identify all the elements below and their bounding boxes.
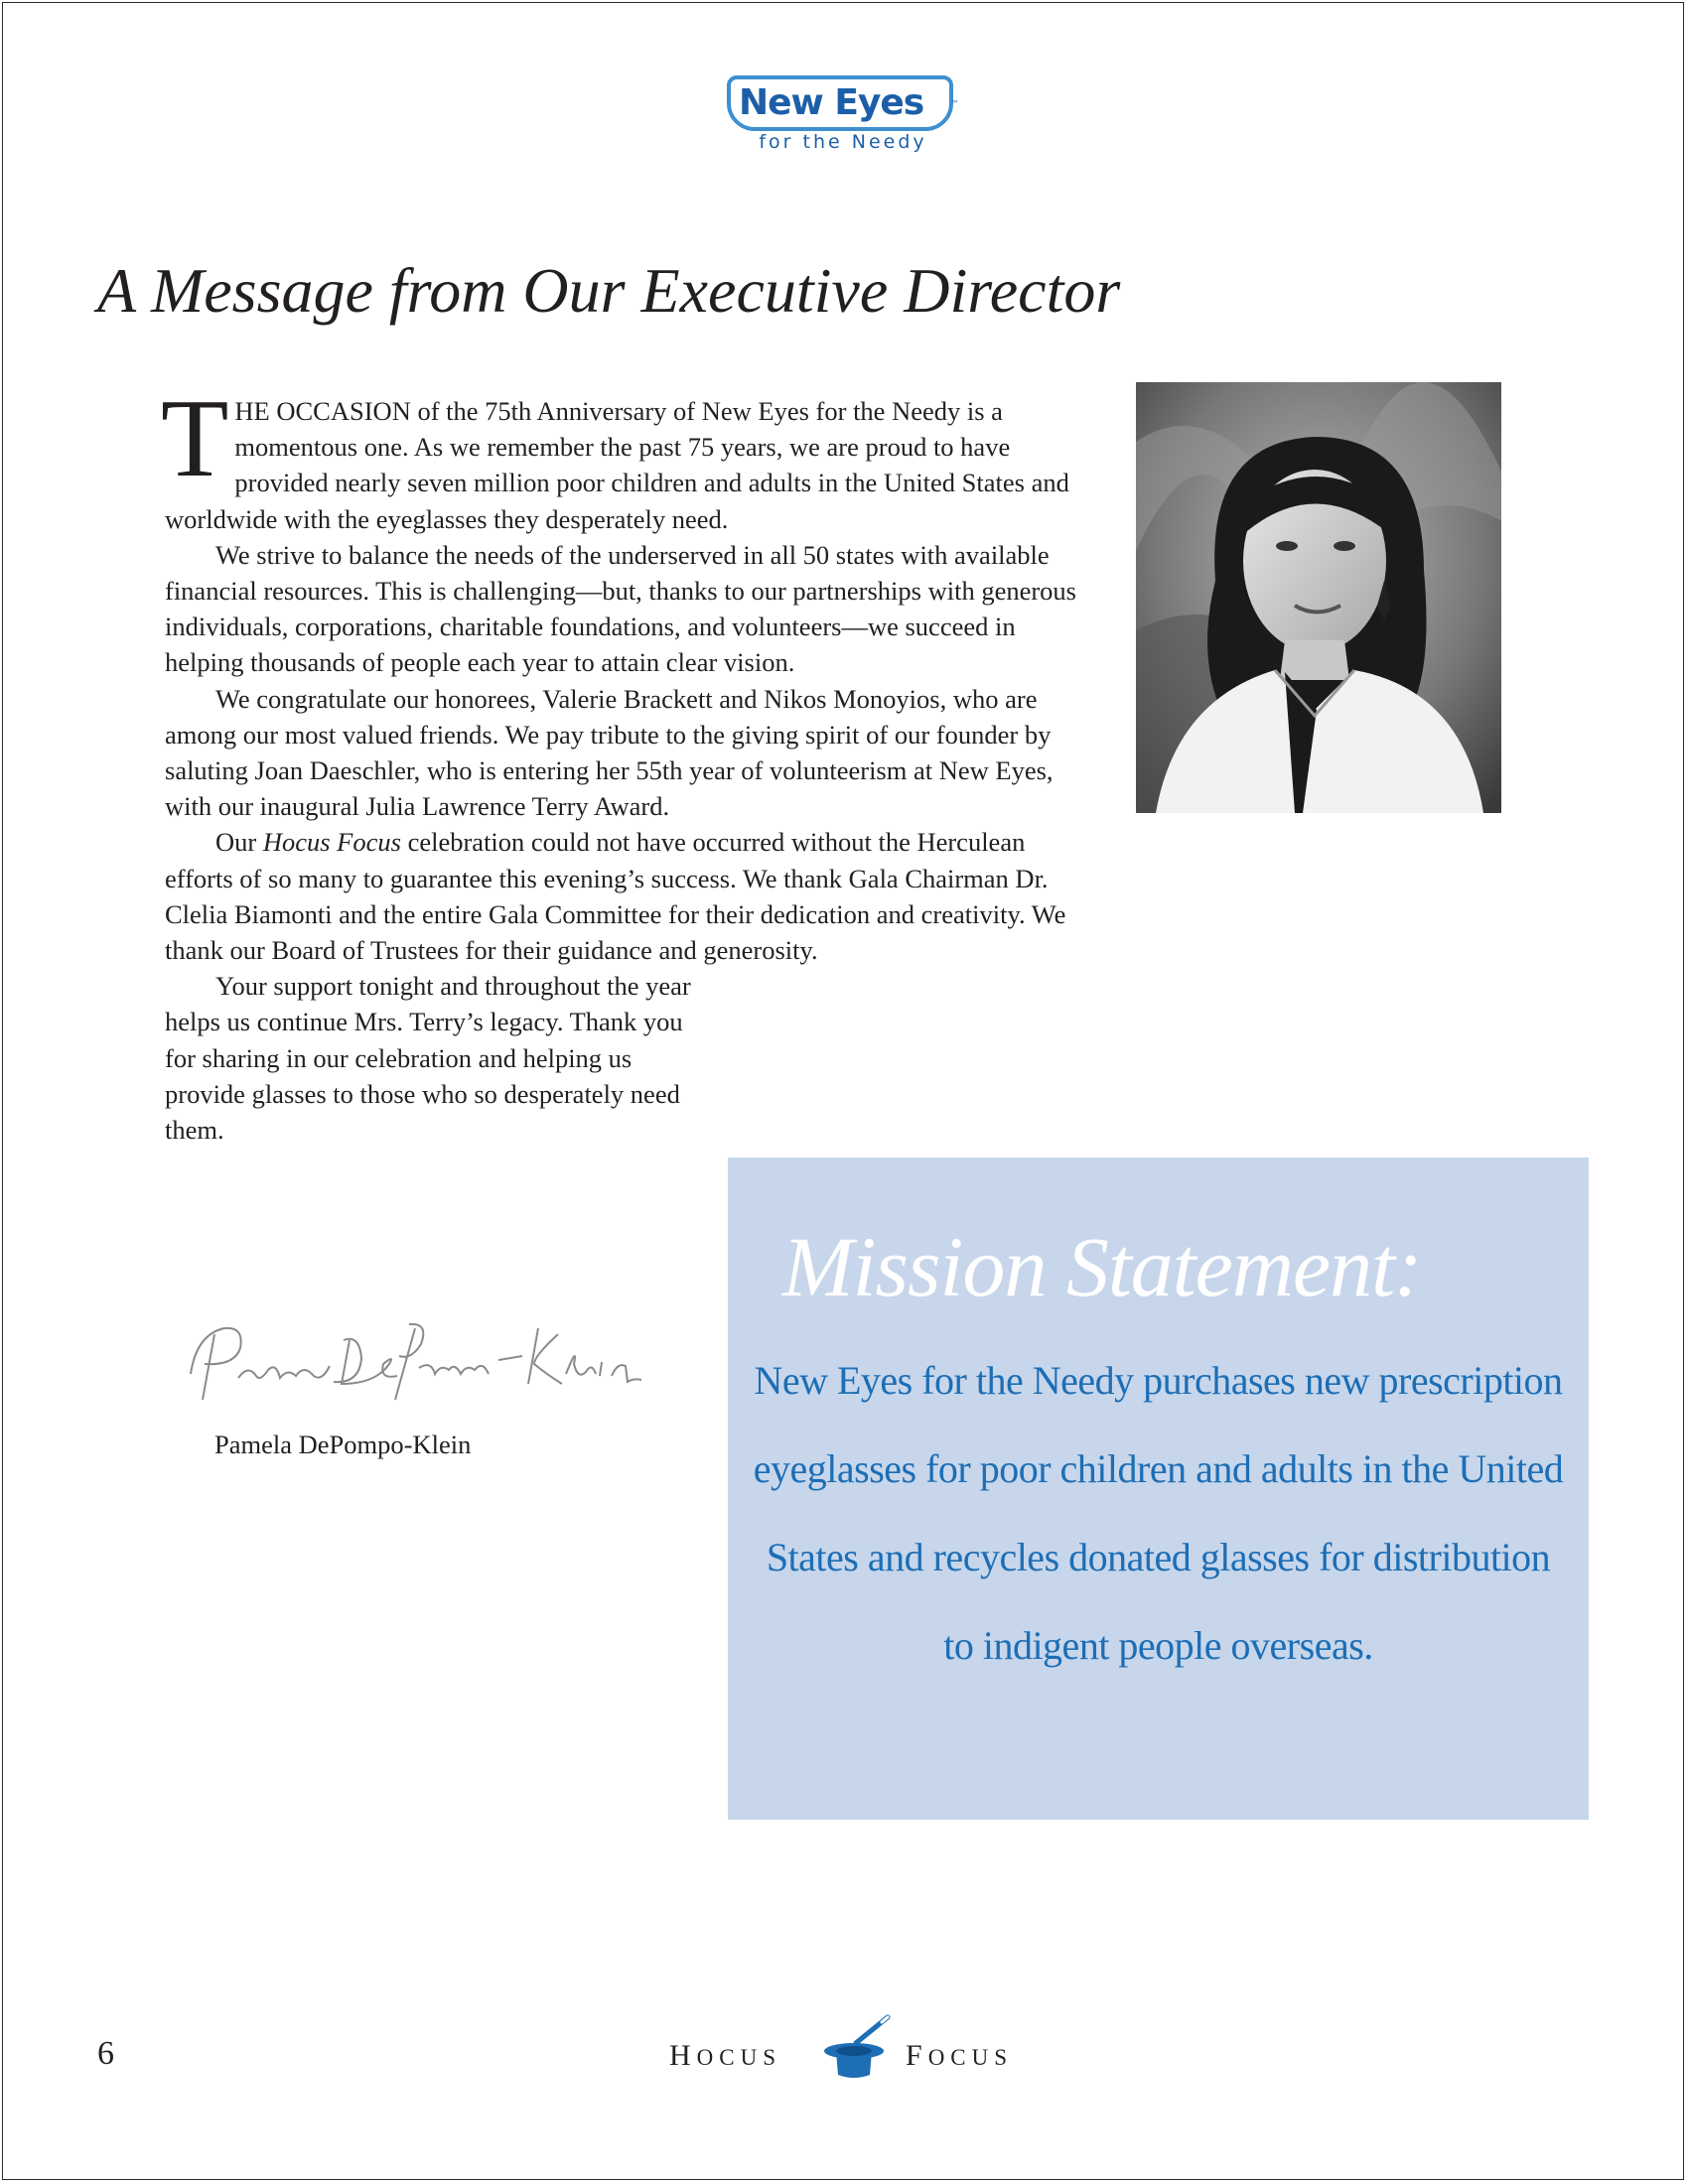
letter-paragraph-3: We congratulate our honorees, Valerie Brackett and Nikos Monoyios, who are among our most valued friends. We pay tribute to the giving spirit of our founder by saluting Joan Daeschler, who is entering her 55th year of volunteerism at New Eyes, with our inaugural Julia Lawrence Terry Award. xyxy=(165,683,1054,822)
logo-trademark: ™ xyxy=(951,99,959,108)
mission-title: Mission Statement: xyxy=(782,1219,1422,1314)
letter-paragraph-4 xyxy=(165,824,1094,968)
director-portrait xyxy=(1136,382,1501,813)
letter-paragraph-2: We strive to balance the needs of the underserved in all 50 states with available financial resources. This is challenging—but, thanks to our partnerships with generous individuals, corporations, charitable foundations, and volunteers—we succeed in helping thousands of people each year to attain clear vision. xyxy=(165,539,1076,678)
logo-subtitle: for the Needy xyxy=(759,131,927,153)
focus-initial: F xyxy=(906,2039,928,2072)
focus-rest: OCUS xyxy=(927,2045,1014,2070)
mission-statement-box xyxy=(728,1158,1589,1820)
page-title: A Message from Our Executive Director xyxy=(97,255,1121,326)
paragraph-1-text: HE OCCASION of the 75th Anniversary of New Eyes for the Needy is a momentous one. As we remember the past 75 years, we are proud to have provided nearly seven million poor children and adults in the United States and worldwide with the eyeglasses they desperately need. xyxy=(165,396,1069,534)
director-letter xyxy=(161,377,1094,1148)
mission-text: New Eyes for the Needy purchases new prescription eyeglasses for poor children and adults in the United States and recycles donated glasses for distribution to indigent people overseas. xyxy=(753,1358,1564,1668)
hocus-initial: H xyxy=(669,2039,697,2072)
magic-hat-icon xyxy=(820,2013,892,2081)
drop-cap: T xyxy=(161,377,229,500)
event-name: Hocus Focus xyxy=(262,827,401,858)
logo-main-text: New Eyes xyxy=(739,82,924,123)
letter-paragraph-1 xyxy=(161,377,1094,537)
footer-focus xyxy=(906,2039,1013,2073)
paragraph-4-rest: celebration could not have occurred without the Herculean efforts of so many to guarantee this evening’s success. We thank Gala Chairman Dr. Clelia Biamonti and the entire Gala Committee for their dedication and creativity. We thank our Board of Trustees for their guidance and generosity. xyxy=(165,827,1066,966)
signer-name: Pamela DePompo-Klein xyxy=(214,1430,472,1459)
footer-hocus xyxy=(669,2039,781,2073)
handwritten-signature xyxy=(185,1304,657,1414)
new-eyes-logo xyxy=(727,75,961,161)
paragraph-4-start: Our xyxy=(215,827,263,858)
page-number: 6 xyxy=(97,2035,114,2072)
letter-paragraph-5: Your support tonight and throughout the year helps us continue Mrs. Terry’s legacy. Thank you for sharing in our celebration and helping us provide glasses to those who so desperately need them. xyxy=(165,971,691,1146)
hocus-rest: OCUS xyxy=(696,2045,782,2070)
